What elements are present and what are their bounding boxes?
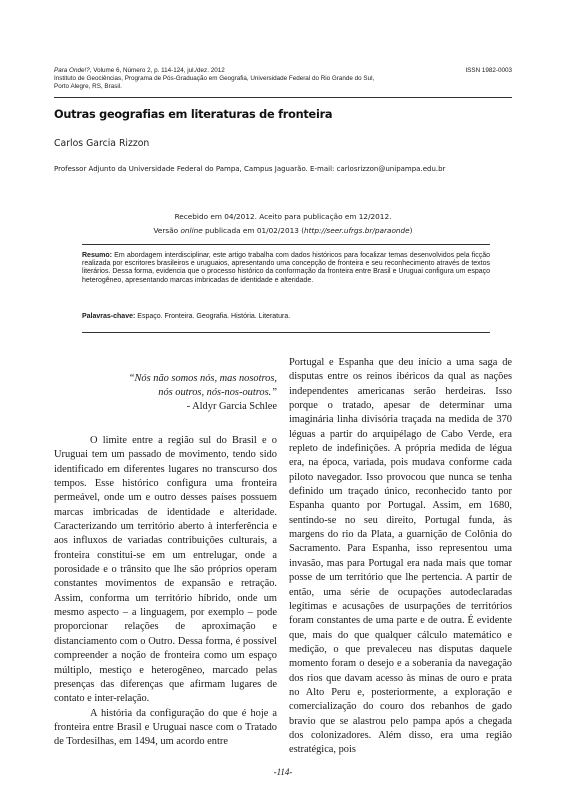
online-word: online xyxy=(180,226,203,235)
body-column-right xyxy=(289,356,512,758)
epigraph-attribution: - Aldyr Garcia Schlee xyxy=(186,401,277,412)
journal-citation: , Volume 6, Número 2, p. 114-124, jul./dez. 2012 xyxy=(89,67,225,74)
abstract-text: Em abordagem interdisciplinar, este artigo trabalha com dados históricos para focalizar temas desenvolvidos pela ficção realizada por escritores brasileiros e uruguaios, apresentando uma concepção de fronteira e seu reconhecimento através de textos literários. Dessa forma, evidencia que o processo histórico da conformação da fronteira entre Brasil e Uruguai configura um espaço heterogêneo, apresentando marcas imbricadas de identidade e alteridade. xyxy=(82,252,490,284)
journal-url[interactable]: http://seer.ufrgs.br/paraonde xyxy=(304,226,410,235)
received-line: Recebido em 04/2012. Aceito para publicação em 12/2012. xyxy=(174,212,392,221)
publication-dates xyxy=(54,210,512,238)
body-paragraph: O limite entre a região sul do Brasil e o Uruguai tem um passado de movimento, tendo sido identificado em diferentes lugares no transcurso dos tempos. Esse histórico configura uma fronteira permeável, onde um e outro desses países possuem marcas imbricadas de identidade e alteridade. Caracterizando um território aberto à interferência e aos influxos de variadas contribuições culturais, a fronteira constitui-se em um entrelugar, onde a porosidade e o trânsito que lhe são próprios operam constantes movimentos de expansão e retração. Assim, conforma um território híbrido, onde um mesmo aspecto – a linguagem, por exemplo – pode proporcionar relações de aproximação e distanciamento com o Outro. Dessa forma, é possível compreender a noção de fronteira como um espaço múltiplo, mestiço e heterogêneo, marcado pelas presenças das diferenças que afirmam lugares de contato e inter-relação. xyxy=(54,435,277,705)
journal-name: Para Onde!? xyxy=(54,67,90,74)
keywords-label: Palavras-chave: xyxy=(82,313,136,320)
running-header xyxy=(54,67,512,91)
body-column-left xyxy=(54,434,277,750)
abstract-top-rule xyxy=(82,244,490,245)
body-paragraph: Portugal e Espanha que deu início a uma saga de disputas entre os reinos ibéricos da qual as nações independentes americanas serão herdeiras. Isso porque o tratado, apesar de determinar uma imaginária linha divisória traçada na medida de 370 léguas a partir do arquipélago de Cabo Verde, era repleto de indefinições. A própria medida de légua era, na época, variada, pois mudava conforme cada piloto navegador. Isso provocou que nunca se tenha definido um traçado único, reconhecido tanto por Espanha quanto por Portugal. Assim, em 1680, sentindo-se no seu direito, Portugal funda, às margens do rio da Plata, a guarnição de Colônia do Sacramento. Para Espanha, isso representou uma invasão, mas para Portugal era nada mais que tomar posse de um território que lhe pertencia. A partir de então, uma série de ocupações autodeclaradas legítimas e acusações de usurpações de territórios foram constantes de uma parte e de outra. É evidente que, mais do que qualquer cálculo matemático e medição, o que prevaleceu nas disputas daquele momento foram o desejo e a soberania da navegação dos rios que davam acesso às minas de ouro e prata no Alto Peru e, posteriormente, a exploração e comercialização do couro dos rebanhos de gado bravio que se alastrou pelo pampa após a chegada dos colonizadores. Além disso, era uma região estratégica, pois xyxy=(289,357,512,756)
author-affiliation: Professor Adjunto da Universidade Federal do Pampa, Campus Jaguarão. E-mail: carlosrizzon@unipampa.edu.br xyxy=(54,165,446,173)
page-number: -114- xyxy=(273,767,293,777)
epigraph-line-2: nós outros, nós-nos-outros.” xyxy=(158,387,277,398)
online-line: Versão online publicada em 01/02/2013 (http://seer.ufrgs.br/paraonde) xyxy=(153,226,413,235)
issn: ISSN 1982-0003 xyxy=(465,67,512,74)
keywords-text: Espaço. Fronteira. Geografia. História. Literatura. xyxy=(135,313,291,320)
epigraph-line-1: “Nós não somos nós, mas nosotros, xyxy=(128,373,277,384)
abstract xyxy=(82,252,490,285)
abstract-bottom-rule xyxy=(82,332,490,333)
institution-line-1: Instituto de Geociências, Programa de Pós-Graduação em Geografia, Universidade Federal do Rio Grande do Sul, xyxy=(54,75,375,82)
keywords xyxy=(82,313,490,320)
epigraph xyxy=(54,372,277,414)
institution-line-2: Porto Alegre, RS, Brasil. xyxy=(54,83,122,90)
article-title: Outras geografias em literaturas de fronteira xyxy=(54,108,333,121)
body-paragraph: A história da configuração do que é hoje a fronteira entre Brasil e Uruguai nasce com o Tratado de Tordesilhas, em 1494, um acordo entre xyxy=(54,707,277,748)
author-name: Carlos Garcia Rizzon xyxy=(54,138,150,149)
abstract-label: Resumo: xyxy=(82,252,112,259)
header-divider xyxy=(54,97,512,98)
